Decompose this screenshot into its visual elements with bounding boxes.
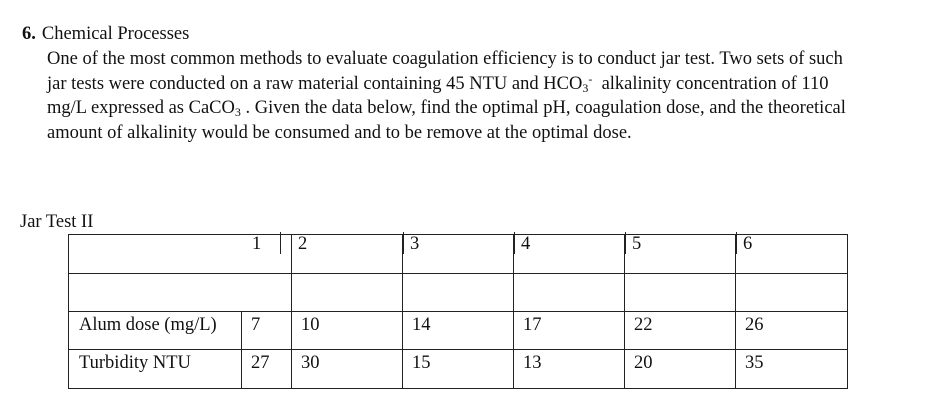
alum-dose-value-3: 14 [412, 315, 431, 335]
question-body [47, 47, 927, 145]
question-title: Chemical Processes [41, 24, 190, 44]
row-label-alum-dose: Alum dose (mg/L) [79, 315, 217, 335]
turbidity-value-1: 27 [251, 353, 270, 373]
body-line-3-rest: . Given the data below, find the optimal pH, coagulation dose, and the theoretical [240, 98, 846, 118]
alum-dose-value-5: 22 [634, 315, 653, 335]
body-line-4: amount of alkalinity would be consumed and to be remove at the optimal dose. [47, 122, 632, 143]
alum-dose-value-1: 7 [251, 315, 261, 335]
jar-test-label: Jar Test II [20, 212, 94, 232]
row-divider [69, 349, 847, 350]
body-line-2-text: jar tests were conducted on a raw material containing 45 NTU and HCO [47, 73, 583, 94]
alum-dose-value-2: 10 [301, 315, 320, 335]
question-heading [22, 22, 189, 46]
column-divider [735, 235, 736, 388]
body-line-2 [47, 72, 927, 97]
column-header-5: 5 [632, 234, 642, 254]
body-line-3-text: mg/L expressed as CaCO [47, 98, 235, 118]
column-header-4: 4 [521, 234, 531, 254]
column-divider [513, 235, 514, 388]
column-divider [624, 235, 625, 388]
turbidity-value-5: 20 [634, 353, 653, 373]
row-label-turbidity: Turbidity NTU [79, 353, 191, 373]
row-divider [69, 273, 847, 274]
turbidity-value-4: 13 [523, 353, 542, 373]
alum-dose-value-4: 17 [523, 315, 542, 335]
body-line-2-rest: alkalinity concentration of 110 [592, 73, 829, 94]
body-line-3 [47, 96, 927, 121]
row-divider [69, 311, 847, 312]
bicarbonate-subscript: 3 [582, 80, 589, 95]
alum-dose-value-6: 26 [745, 315, 764, 335]
bicarbonate-charge: - [588, 71, 593, 86]
jar-test-table [68, 234, 848, 389]
column-divider [241, 311, 242, 388]
turbidity-value-6: 35 [745, 353, 764, 373]
turbidity-value-2: 30 [301, 353, 320, 373]
column-header-2: 2 [298, 234, 308, 254]
turbidity-value-3: 15 [412, 353, 431, 373]
carbonate-subscript: 3 [234, 105, 241, 119]
column-divider [402, 235, 403, 388]
column-header-1: 1 [252, 234, 262, 254]
question-number: 6. [22, 24, 36, 44]
column-divider [291, 235, 292, 388]
body-line-1: One of the most common methods to evaluate coagulation efficiency is to conduct jar test. Two sets of such [47, 49, 843, 69]
column-header-6: 6 [743, 234, 753, 254]
column-header-3: 3 [410, 234, 420, 254]
